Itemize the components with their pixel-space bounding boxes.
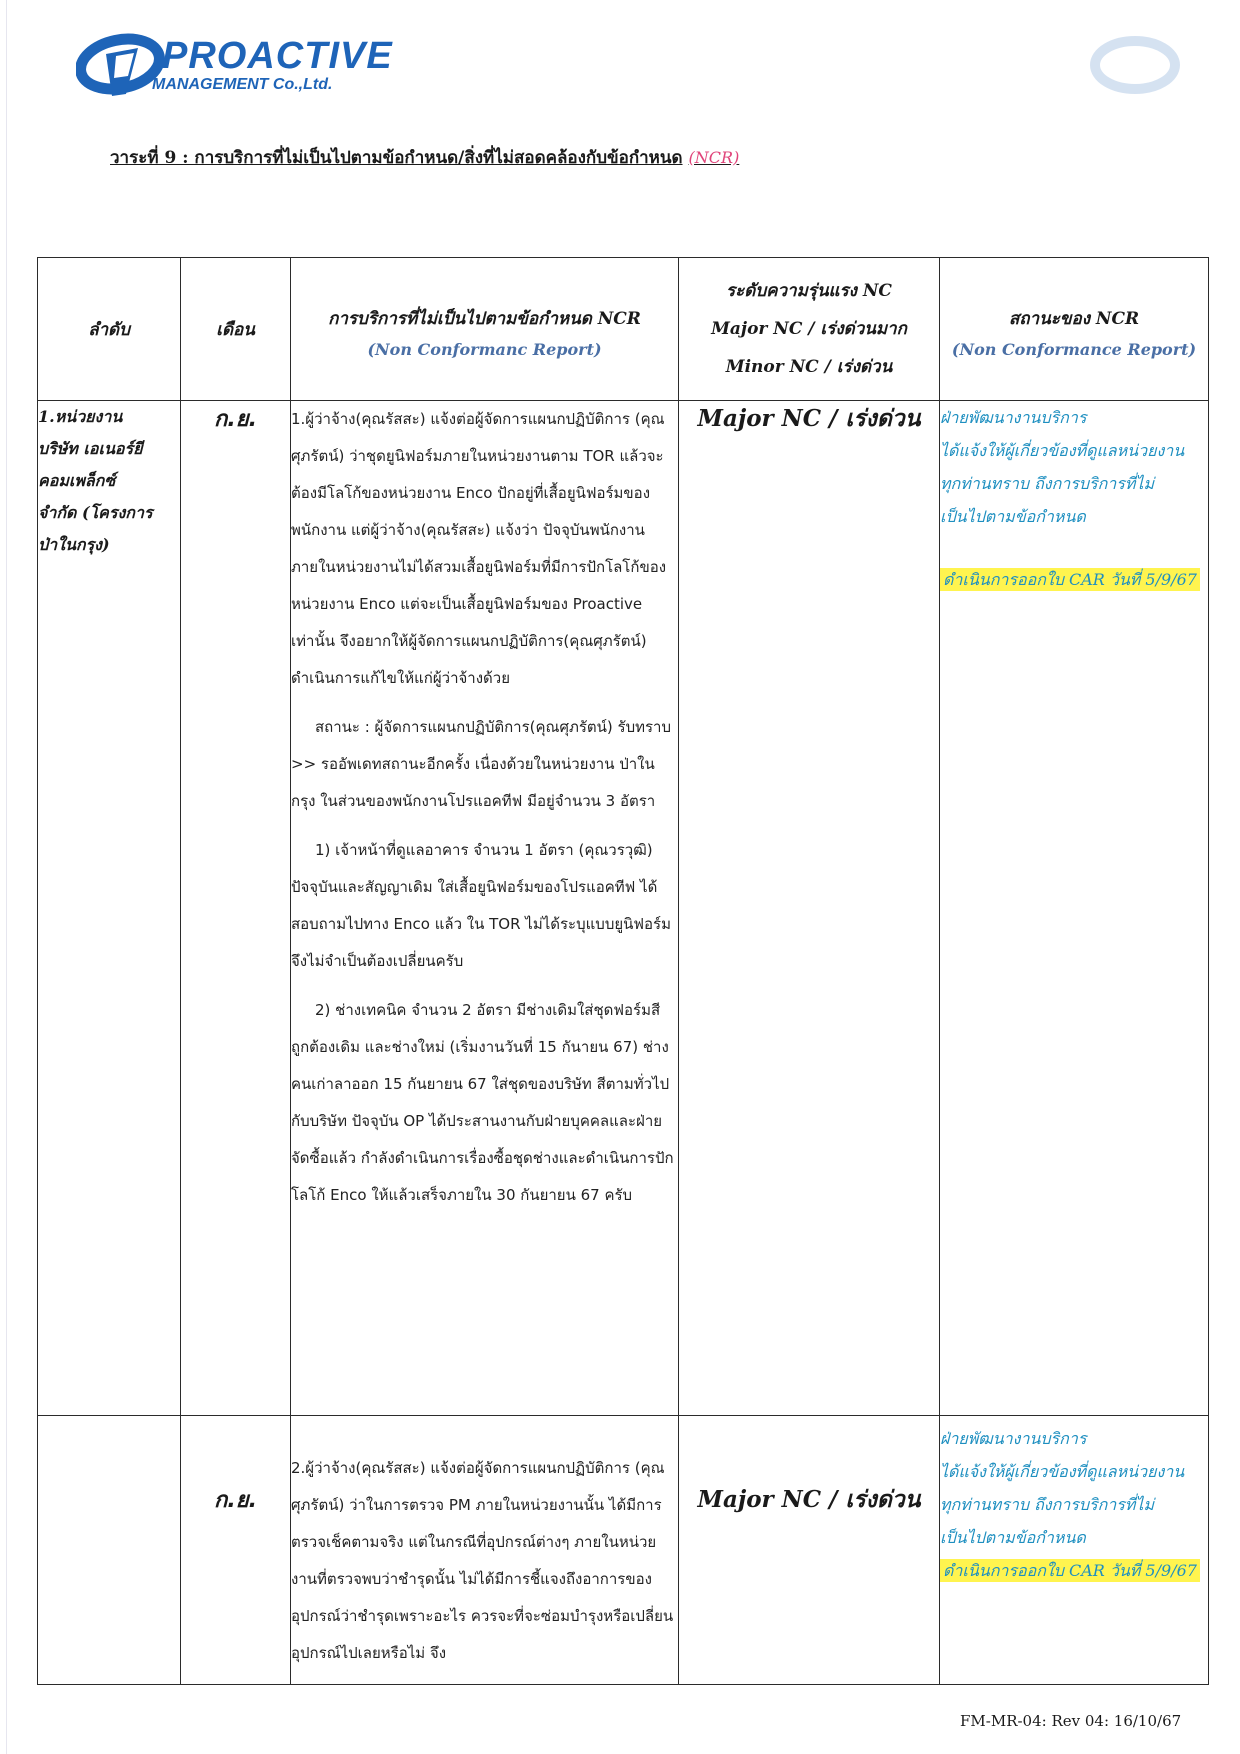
row-unit-name xyxy=(38,1416,181,1685)
table-header-row xyxy=(38,258,1209,401)
header-severity-minor: Minor NC / เร่งด่วน xyxy=(725,357,893,377)
watermark-logo-icon xyxy=(1090,30,1180,100)
header-severity-major: Major NC / เร่งด่วนมาก xyxy=(711,319,907,339)
logo-name: PROACTIVE xyxy=(162,35,393,77)
proactive-logo-icon xyxy=(76,26,166,106)
logo-subtitle: MANAGEMENT Co.,Ltd. xyxy=(152,76,333,93)
desc-paragraph: 1) เจ้าหน้าที่ดูแลอาคาร จำนวน 1 อัตรา (คุณวรวุฒิ) ปัจจุบันและสัญญาเดิม ใส่เสื้อยูนิฟอร์มของโปรแอคทีฟ ได้สอบถามไปทาง Enco แล้ว ใน TOR ไม่ได้ระบุแบบยูนิฟอร์มจึงไม่จำเป็นต้องเปลี่ยนครับ xyxy=(291,841,671,970)
row-status: ฝ่ายพัฒนางานบริการ ได้แจ้งให้ผู้เกี่ยวข้องที่ดูแลหน่วยงาน ทุกท่านทราบ ถึงการบริการที่ไม่ เป็นไปตามข้อกำหนด ดำเนินการออกใบ CAR วันที่ 5/9/67 xyxy=(940,401,1209,1416)
row-description xyxy=(291,401,679,1416)
header-status xyxy=(940,258,1209,401)
row-description xyxy=(291,1416,679,1685)
agenda-title xyxy=(110,144,739,171)
header-description-sub: (Non Conformanc Report) xyxy=(367,339,602,359)
header-severity xyxy=(679,258,940,401)
status-car-highlight: ดำเนินการออกใบ CAR วันที่ 5/9/67 xyxy=(940,1559,1200,1582)
row-severity: Major NC / เร่งด่วน xyxy=(679,401,940,1416)
document-code: FM-MR-04: Rev 04: 16/10/67 xyxy=(960,1712,1182,1730)
header-description-title: การบริการที่ไม่เป็นไปตามข้อกำหนด NCR xyxy=(328,308,641,329)
row-unit-name: 1.หน่วยงาน บริษัท เอเนอร์ยี คอมเพล็กซ์ จำกัด (โครงการ ป่าในกรุง) xyxy=(38,401,181,1416)
header-description xyxy=(291,258,679,401)
table-row xyxy=(38,401,1209,1416)
header-status-title: สถานะของ NCR xyxy=(1008,308,1140,329)
header-status-sub: (Non Conformance Report) xyxy=(951,339,1197,359)
row-month: ก.ย. xyxy=(181,401,291,1416)
desc-paragraph: สถานะ : ผู้จัดการแผนกปฏิบัติการ(คุณศุภรัตน์) รับทราบ >> รออัพเดทสถานะอีกครั้ง เนื่องด้วยในหน่วยงาน ป่าในกรุง ในส่วนของพนักงานโปรแอคทีฟ มีอยู่จำนวน 3 อัตรา xyxy=(291,718,672,810)
desc-paragraph: 1.ผู้ว่าจ้าง(คุณรัสสะ) แจ้งต่อผู้จัดการแผนกปฏิบัติการ (คุณศุภรัตน์) ว่าชุดยูนิฟอร์มภายในหน่วยงานตาม TOR แล้วจะต้องมีโลโก้ของหน่วยงาน Enco ปักอยู่ที่เสื้อยูนิฟอร์มของพนักงาน แต่ผู้ว่าจ้าง(คุณรัสสะ) แจ้งว่า ปัจจุบันพนักงานภายในหน่วยงานไม่ได้สวมเสื้อยูนิฟอร์มที่มีการปักโลโก้ของหน่วยงาน Enco แต่จะเป็นเสื้อยูนิฟอร์มของ Proactive เท่านั้น จึงอยากให้ผู้จัดการแผนกปฏิบัติการ(คุณศุภรัตน์) ดำเนินการแก้ไขให้แก่ผู้ว่าจ้างด้วย xyxy=(291,410,667,687)
row-status: ฝ่ายพัฒนางานบริการ ได้แจ้งให้ผู้เกี่ยวข้องที่ดูแลหน่วยงาน ทุกท่านทราบ ถึงการบริการที่ไม่ เป็นไปตามข้อกำหนด ดำเนินการออกใบ CAR วันที่ 5/9/67 xyxy=(940,1416,1209,1685)
table-row xyxy=(38,1416,1209,1685)
header-no: ลำดับ xyxy=(38,258,181,401)
row-month: ก.ย. xyxy=(181,1416,291,1685)
desc-paragraph: 2) ช่างเทคนิค จำนวน 2 อัตรา มีช่างเดิมใส่ชุดฟอร์มสีถูกต้องเดิม และช่างใหม่ (เริ่มงานวันที่ 15 กันายน 67) ช่างคนเก่าลาออก 15 กันยายน 67 ใส่ชุดของบริษัท สีตามทั่วไปกับบริษัท ปัจจุบัน OP ได้ประสานงานกับฝ่ายบุคคลและฝ่ายจัดซื้อแล้ว กำลังดำเนินการเรื่องซื้อชุดช่างและดำเนินการปักโลโก้ Enco ให้แล้วเสร็จภายใน 30 กันยายน 67 ครับ xyxy=(291,1001,674,1204)
agenda-title-text: วาระที่ 9 : การบริการที่ไม่เป็นไปตามข้อกำหนด/สิ่งที่ไม่สอดคล้องกับข้อกำหนด xyxy=(110,148,683,168)
header-month: เดือน xyxy=(181,258,291,401)
status-car-highlight: ดำเนินการออกใบ CAR วันที่ 5/9/67 xyxy=(940,568,1200,591)
company-logo xyxy=(76,26,393,106)
desc-paragraph: 2.ผู้ว่าจ้าง(คุณรัสสะ) แจ้งต่อผู้จัดการแผนกปฏิบัติการ (คุณศุภรัตน์) ว่าในการตรวจ PM ภายในหน่วยงานนั้น ได้มีการตรวจเช็คตามจริง แต่ในกรณีที่อุปกรณ์ต่างๆ ภายในหน่วยงานที่ตรวจพบว่าชำรุดนั้น ไม่ได้มีการชี้แจงถึงอาการของอุปกรณ์ว่าชำรุดเพราะอะไร ควรจะที่จะซ่อมบำรุงหรือเปลี่ยนอุปกรณ์ไปเลยหรือไม่ จึง xyxy=(291,1459,674,1662)
header-severity-title: ระดับความรุ่นแรง NC xyxy=(726,281,892,301)
row-severity: Major NC / เร่งด่วน xyxy=(679,1416,940,1685)
ncr-tag: (NCR) xyxy=(688,148,740,167)
ncr-table xyxy=(37,257,1209,1685)
